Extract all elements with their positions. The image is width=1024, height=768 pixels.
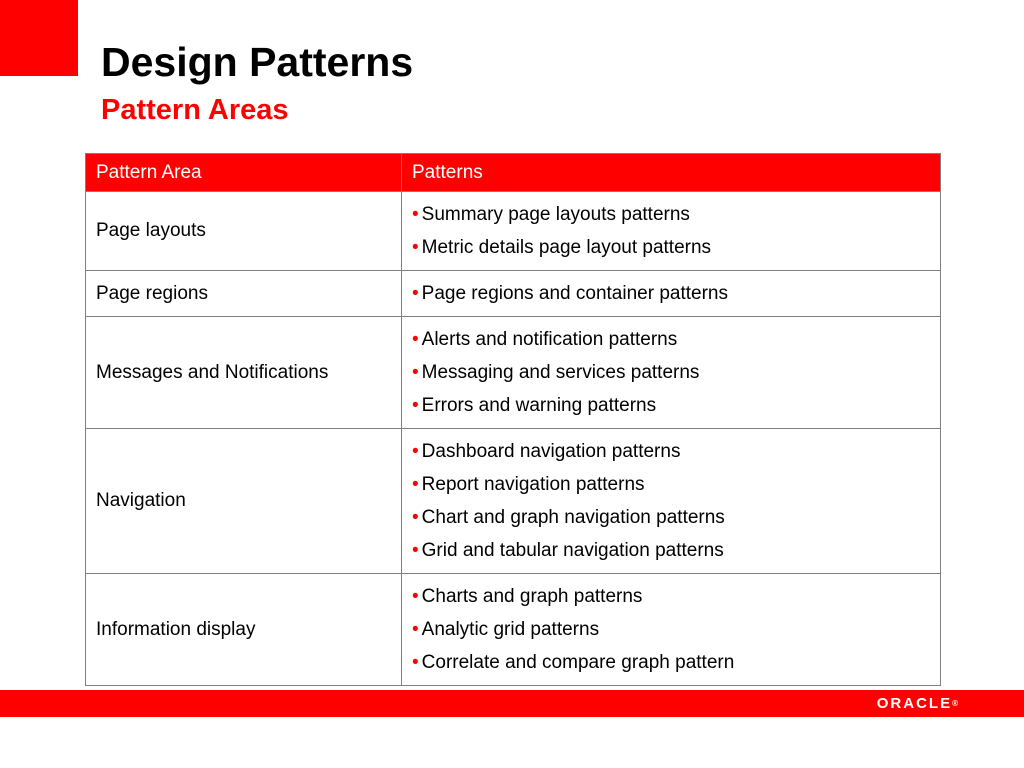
list-item xyxy=(412,646,930,679)
pattern-text: Analytic grid patterns xyxy=(421,619,600,640)
bullet-icon: • xyxy=(412,474,419,495)
pattern-areas-table xyxy=(85,153,941,686)
pattern-text: Charts and graph patterns xyxy=(421,586,643,607)
list-item xyxy=(412,501,930,534)
list-item xyxy=(412,231,930,264)
bullet-icon: • xyxy=(412,283,419,304)
bullet-icon: • xyxy=(412,619,419,640)
pattern-area-cell: Messages and Notifications xyxy=(86,317,402,429)
pattern-area-cell: Page layouts xyxy=(86,192,402,271)
pattern-list xyxy=(412,192,930,270)
table-row xyxy=(86,271,941,317)
corner-accent-block xyxy=(0,0,78,76)
bullet-icon: • xyxy=(412,329,419,350)
table-row xyxy=(86,192,941,271)
bullet-icon: • xyxy=(412,586,419,607)
pattern-text: Alerts and notification patterns xyxy=(421,329,678,350)
pattern-text: Errors and warning patterns xyxy=(421,395,657,416)
pattern-list xyxy=(412,574,930,685)
pattern-text: Chart and graph navigation patterns xyxy=(421,507,725,528)
patterns-cell xyxy=(402,429,941,574)
registered-mark: ® xyxy=(952,699,958,708)
bullet-icon: • xyxy=(412,441,419,462)
list-item xyxy=(412,580,930,613)
slide-subtitle: Pattern Areas xyxy=(101,94,289,126)
list-item xyxy=(412,356,930,389)
bullet-icon: • xyxy=(412,204,419,225)
table-row xyxy=(86,574,941,686)
pattern-area-cell: Page regions xyxy=(86,271,402,317)
list-item xyxy=(412,435,930,468)
pattern-text: Summary page layouts patterns xyxy=(421,204,690,225)
pattern-text: Correlate and compare graph pattern xyxy=(421,652,735,673)
slide-title: Design Patterns xyxy=(101,39,414,85)
header-patterns: Patterns xyxy=(402,154,941,192)
pattern-list xyxy=(412,271,930,316)
pattern-list xyxy=(412,429,930,573)
list-item xyxy=(412,323,930,356)
list-item xyxy=(412,277,930,310)
header-pattern-area: Pattern Area xyxy=(86,154,402,192)
bullet-icon: • xyxy=(412,540,419,561)
table-body xyxy=(86,192,941,686)
pattern-list xyxy=(412,317,930,428)
patterns-cell xyxy=(402,317,941,429)
list-item xyxy=(412,468,930,501)
list-item xyxy=(412,613,930,646)
table-row xyxy=(86,317,941,429)
list-item xyxy=(412,389,930,422)
pattern-text: Grid and tabular navigation patterns xyxy=(421,540,724,561)
oracle-logo-text: ORACLE xyxy=(876,695,953,712)
pattern-text: Metric details page layout patterns xyxy=(421,237,712,258)
pattern-area-cell: Navigation xyxy=(86,429,402,574)
list-item xyxy=(412,534,930,567)
pattern-area-cell: Information display xyxy=(86,574,402,686)
pattern-text: Report navigation patterns xyxy=(421,474,645,495)
bullet-icon: • xyxy=(412,395,419,416)
table-header-row xyxy=(86,154,941,192)
pattern-text: Dashboard navigation patterns xyxy=(421,441,681,462)
pattern-text: Page regions and container patterns xyxy=(421,283,728,304)
footer-bar xyxy=(0,690,1024,717)
table-row xyxy=(86,429,941,574)
patterns-cell xyxy=(402,192,941,271)
patterns-cell xyxy=(402,271,941,317)
bullet-icon: • xyxy=(412,362,419,383)
oracle-logo xyxy=(877,694,958,713)
bullet-icon: • xyxy=(412,652,419,673)
bullet-icon: • xyxy=(412,237,419,258)
list-item xyxy=(412,198,930,231)
patterns-cell xyxy=(402,574,941,686)
pattern-text: Messaging and services patterns xyxy=(421,362,700,383)
bullet-icon: • xyxy=(412,507,419,528)
